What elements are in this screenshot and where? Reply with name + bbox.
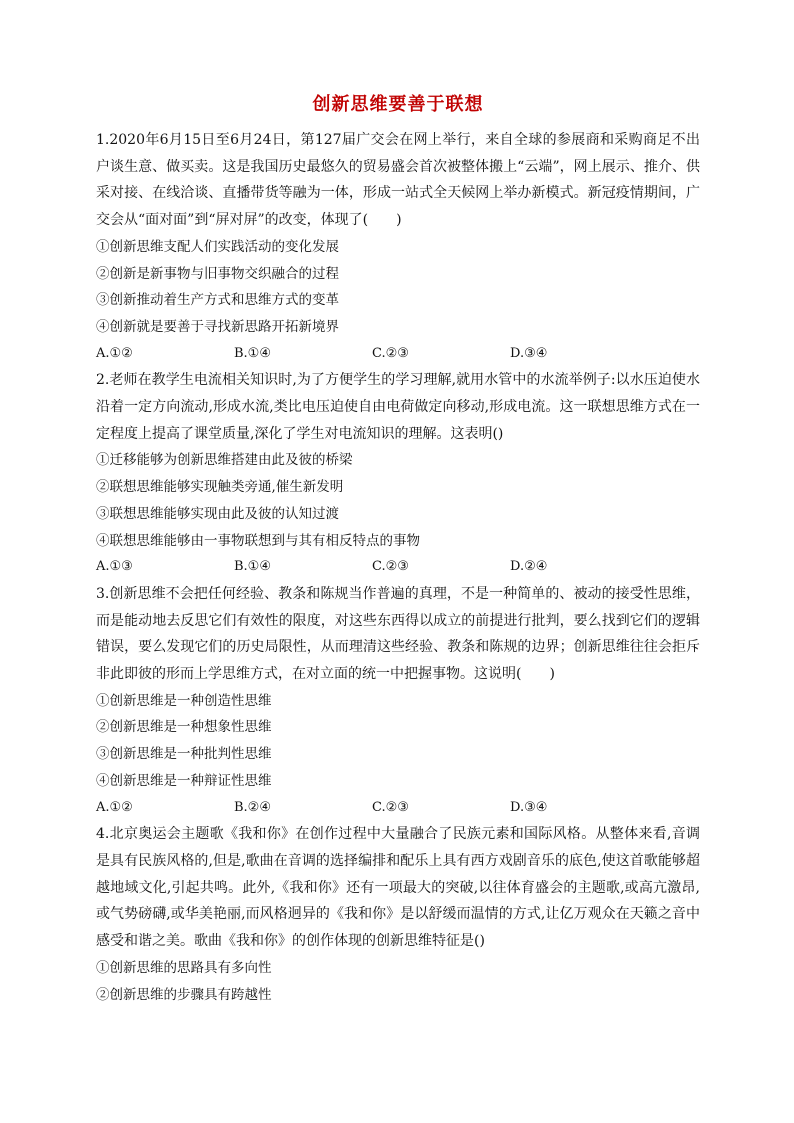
question-stem: 2.老师在教学生电流相关知识时,为了方便学生的学习理解,就用水管中的水流举例子:以水压迫使水沿着一定方向流动,形成水流,类比电压迫使自由电荷做定向移动,形成电流。这一联想思维方式在一定程度上提高了课堂质量,深化了学生对电流知识的理解。这表明() <box>96 372 700 442</box>
statement-option: ①创新思维是一种创造性思维 <box>96 692 272 709</box>
choice-c: C.②③ <box>372 345 409 361</box>
choice-b: B.②④ <box>234 799 271 815</box>
answer-choices <box>96 554 700 581</box>
question-stem: 3.创新思维不会把任何经验、教条和陈规当作普遍的真理，不是一种简单的、被动的接受性思维，而是能动地去反思它们有效性的限度，对这些东西得以成立的前提进行批判，要么找到它们的逻辑错误，要么发现它们的历史局限性，从而理清这些经验、教条和陈规的边界；创新思维往往会拒斥非此即彼的形而上学思维方式，在对立面的统一中把握事物。这说明( ) <box>96 585 700 683</box>
statement-option: ①迁移能够为创新思维搭建由此及彼的桥梁 <box>96 452 353 469</box>
choice-c: C.②③ <box>372 799 409 815</box>
choice-d: D.②④ <box>510 559 548 575</box>
statement-option: ①创新思维支配人们实践活动的变化发展 <box>96 238 339 255</box>
question-1 <box>96 127 700 367</box>
choice-d: D.③④ <box>510 345 548 361</box>
statement-option: ③联想思维能够实现由此及彼的认知过渡 <box>96 505 339 522</box>
statement-option: ①创新思维的思路具有多向性 <box>96 959 272 976</box>
question-2 <box>96 367 700 581</box>
statement-option: ②联想思维能够实现触类旁通,催生新发明 <box>96 479 344 496</box>
choice-d: D.③④ <box>510 799 548 815</box>
question-stem: 1.2020年6月15日至6月24日，第127届广交会在网上举行，来自全球的参展商和采购商足不出户谈生意、做买卖。这是我国历史最悠久的贸易盛会首次被整体搬上“云端”，网上展示、推介、供采对接、在线洽谈、直播带货等融为一体，形成一站式全天候网上举办新模式。新冠疫情期间，广交会从“面对面”到“屏对屏”的改变，体现了( ) <box>96 132 700 229</box>
statement-option: ②创新思维的步骤具有跨越性 <box>96 986 272 1003</box>
choice-c: C.②③ <box>372 559 409 575</box>
choice-a: A.①② <box>96 345 133 361</box>
statement-option: ②创新思维是一种想象性思维 <box>96 719 272 736</box>
answer-choices <box>96 795 700 822</box>
statement-option: ④创新思维是一种辩证性思维 <box>96 772 272 789</box>
statement-option: ③创新推动着生产方式和思维方式的变革 <box>96 292 339 309</box>
answer-choices <box>96 341 700 368</box>
statement-option: ④联想思维能够由一事物联想到与其有相反特点的事物 <box>96 532 420 549</box>
choice-a: A.①② <box>96 799 133 815</box>
statement-option: ②创新是新事物与旧事物交织融合的过程 <box>96 265 339 282</box>
choice-a: A.①③ <box>96 559 133 575</box>
question-stem: 4.北京奥运会主题歌《我和你》在创作过程中大量融合了民族元素和国际风格。从整体来看,音调是具有民族风格的,但是,歌曲在音调的选择编排和配乐上具有西方戏剧音乐的底色,使这首歌能够超越地域文化,引起共鸣。此外,《我和你》还有一项最大的突破,以往体育盛会的主题歌,或高亢激昂,或气势磅礴,或华美艳丽,而风格迥异的《我和你》是以舒缓而温情的方式,让亿万观众在天籁之音中感受和谐之美。歌曲《我和你》的创作体现的创新思维特征是() <box>96 826 700 950</box>
choice-b: B.①④ <box>234 559 271 575</box>
question-3 <box>96 581 700 821</box>
document-page <box>96 92 700 1008</box>
statement-option: ③创新思维是一种批判性思维 <box>96 746 272 763</box>
choice-b: B.①④ <box>234 345 271 361</box>
statement-option: ④创新就是要善于寻找新思路开拓新境界 <box>96 318 339 335</box>
question-4 <box>96 821 700 1008</box>
page-title: 创新思维要善于联想 <box>312 94 484 115</box>
